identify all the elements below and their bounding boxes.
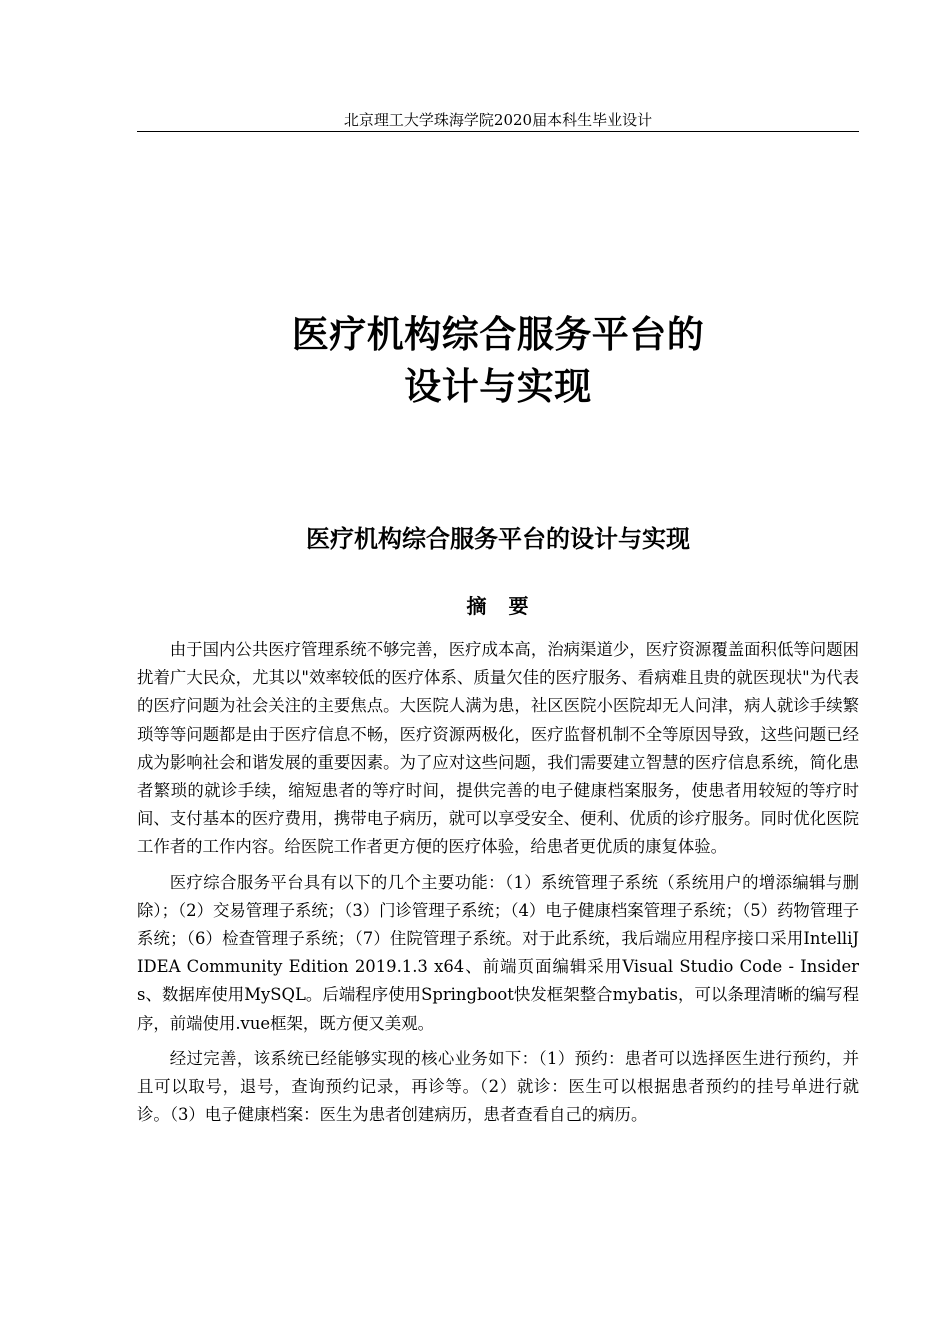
abstract-paragraph-1: 由于国内公共医疗管理系统不够完善，医疗成本高，治病渠道少，医疗资源覆盖面积低等问题困扰着广大民众，尤其以"效率较低的医疗体系、质量欠佳的医疗服务、看病难且贵的就医现状"为代表的医疗问题为社会关注的主要焦点。大医院人满为患，社区医院小医院却无人问津，病人就诊手续繁琐等等问题都是由于医疗信息不畅，医疗资源两极化，医疗监督机制不全等原因导致，这些问题已经成为影响社会和谐发展的重要因素。为了应对这些问题，我们需要建立智慧的医疗信息系统，简化患者繁琐的就诊手续，缩短患者的等疗时间，提供完善的电子健康档案服务，使患者用较短的等疗时间、支付基本的医疗费用，携带电子病历，就可以享受安全、便利、优质的诊疗服务。同时优化医院工作者的工作内容。给医院工作者更方便的医疗体验，给患者更优质的康复体验。	[137, 640, 859, 857]
running-header: 北京理工大学珠海学院2020届本科生毕业设计	[343, 111, 653, 129]
abstract-paragraph-3: 经过完善，该系统已经能够实现的核心业务如下：（1）预约：患者可以选择医生进行预约，并且可以取号，退号，查询预约记录，再诊等。（2）就诊：医生可以根据患者预约的挂号单进行就诊。（3）电子健康档案：医生为患者创建病历，患者查看自己的病历。	[137, 1048, 859, 1125]
abstract-heading: 摘 要	[466, 594, 530, 618]
abstract-paragraph-2: 医疗综合服务平台具有以下的几个主要功能：（1）系统管理子系统（系统用户的增添编辑与删除）；（2）交易管理子系统；（3）门诊管理子系统；（4）电子健康档案管理子系统；（5）药物管理子系统；（6）检查管理子系统；（7）住院管理子系统。对于此系统，我后端应用程序接口采用IntelliJ IDEA Community Edition 2019.1.3 x64、前端页面编辑采用Visual Studio Code - Insiders、数据库使用MySQL。后端程序使用Springboot快发框架整合mybatis，可以条理清晰的编写程序，前端使用.vue框架，既方便又美观。	[137, 872, 859, 1033]
thesis-title-line-2: 设计与实现	[404, 365, 592, 408]
abstract-subtitle: 医疗机构综合服务平台的设计与实现	[306, 525, 690, 553]
thesis-title-line-1: 医疗机构综合服务平台的	[291, 313, 705, 356]
thesis-title	[137, 309, 859, 413]
abstract-body	[137, 636, 859, 1136]
header-rule	[137, 131, 859, 132]
